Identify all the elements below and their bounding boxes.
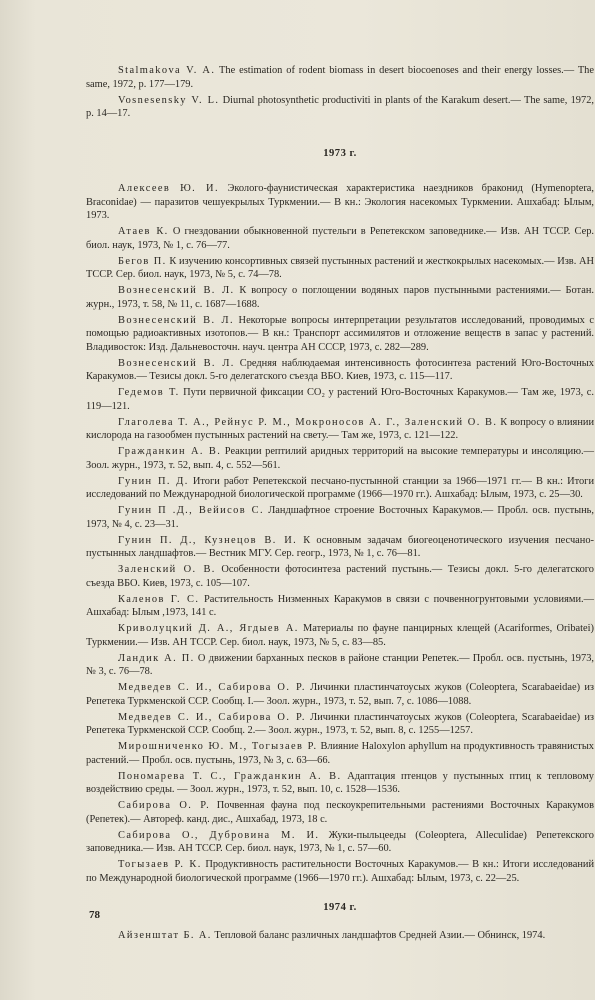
entry-author: Алексеев Ю. И.	[118, 183, 219, 194]
bibliography-entry	[86, 829, 594, 856]
entry-author: Вознесенский В. Л.	[118, 357, 235, 369]
entry-text: Растительность Низменных Каракумов в связи с почвенногрунтовыми условиями.— Ашхабад: Ылым ,1973, 141 с.	[86, 593, 594, 618]
entry-text: The estimation of rodent biomass in desert biocoenoses and their energy losses.— The same, 1972, p. 177—179.	[86, 65, 594, 90]
entry-author: Медведев С. И., Сабирова О. Р.	[118, 682, 306, 693]
entry-author: Гунин П .Д., Вейисов С.	[118, 505, 264, 516]
entry-author: Vosnesensky V. L.	[118, 94, 220, 106]
entry-author: Stalmakova V. A.	[118, 65, 216, 76]
bibliography-entry	[86, 652, 594, 679]
bibliography-entry	[86, 711, 594, 738]
entry-text: Средняя наблюдаемая интенсивность фотосинтеза растений Юго-Восточных Каракумов.— Тезисы докл. 5-го делегатского съезда ВБО. Киев, 1973, с. 115—117.	[86, 357, 594, 382]
entry-text: Влияние Haloxylon aphyllum на продуктивность травянистых растений.— Пробл. осв. пустынь, 1973, № 3, с. 63—66.	[86, 741, 594, 766]
entry-author: Атаев К.	[118, 226, 169, 237]
bibliography-entry	[86, 622, 594, 649]
entry-author: Каленов Г. С.	[118, 593, 200, 605]
bibliography-entry	[86, 445, 594, 472]
entry-text: К вопросу о влиянии кислорода на газообмен пустынных растений на свету.— Там же, 1973, с. 121—122.	[86, 416, 595, 441]
entry-author: Глаголева Т. А., Рейнус Р. М., Мокроносов А. Г., Заленский О. В.	[118, 416, 498, 428]
entry-author: Мирошниченко Ю. М., Тогызаев Р.	[118, 741, 318, 752]
entry-author: Тогызаев Р. К.	[118, 859, 202, 870]
entry-author: Медведев С. И., Сабирова О. Р.	[118, 711, 306, 723]
bibliography-entry	[86, 534, 594, 561]
entry-text: Продуктивность растительности Восточных Каракумов.— В кн.: Итоги исследований по Международной биологической программе (1966—1970 гг.). Ашхабад: Ылым, 1973, с. 22—25.	[86, 859, 595, 884]
entry-text: К вопросу о поглощении водяных паров пустынными растениями.— Ботан. журн., 1973, т. 58, № 11, с. 1687—1688.	[86, 285, 594, 310]
entry-text: Материалы по фауне панцирных клещей (Acariformes, Oribatei) Туркмении.— Изв. АН ТССР. Сер. биол. наук, 1973, № 5, с. 83—85.	[86, 623, 595, 648]
entry-author: Гунин П. Д., Кузнецов В. И.	[118, 534, 298, 546]
year-heading-1974: 1974 г.	[323, 902, 357, 913]
entries-1973	[86, 182, 594, 885]
bibliography-entry	[86, 681, 594, 708]
entry-text: Тепловой баланс различных ландшафтов Средней Азии.— Обнинск, 1974.	[211, 929, 546, 941]
bibliography-entry	[86, 225, 594, 252]
bibliography-entry	[86, 357, 594, 384]
entry-text: Жуки-пыльцееды (Coleoptera, Alleculidae) Репетекского заповедника.— Изв. АН ТССР. Сер. биол. наук, 1973, № 1, с. 57—60.	[86, 829, 594, 854]
entry-author: Вознесенский В. Л.	[118, 285, 235, 296]
entry-text: Особенности фотосинтеза растений пустынь.— Тезисы докл. 5-го делегатского съезда ВБО. Киев, 1973, с. 105—107.	[86, 564, 595, 589]
entry-text: К основным задачам биогеоценотического изучения песчано-пустынных ландшафтов.— Вестник МГУ. Сер. геогр., 1973, № 1, с. 76—81.	[86, 534, 595, 559]
bibliography-entry	[86, 929, 594, 943]
bibliography-entry	[86, 770, 594, 797]
entry-author: Гунин П. Д.	[118, 475, 189, 487]
bibliography-entry	[86, 593, 594, 620]
entry-text: Адаптация птенцов у пустынных птиц к тепловому воздействию среды. — Зоол. журн., 1973, т. 52, вып. 10, с. 1528—1536.	[86, 770, 594, 795]
entries-pre	[86, 64, 594, 121]
bibliography-entry	[86, 255, 594, 282]
entry-text: Пути первичной фиксации CO₂ у растений Юго-Восточных Каракумов.— Там же, 1973, с. 119—121.	[86, 387, 594, 412]
entry-text: Diurnal photosynthetic productiviti in plants of the Karakum desert.— The same, 1972, p. 14—17.	[86, 94, 594, 119]
bibliography-entry	[86, 504, 594, 531]
entry-author: Заленский О. В.	[118, 564, 216, 575]
bibliography-entry	[86, 416, 594, 443]
entry-text: Личинки пластинчатоусых жуков (Coleoptera, Scarabaeidae) из Репетека Туркменской ССР. Сообщ. 2.— Зоол. журн., 1973, т. 52, вып. 8, с. 1255—1257.	[86, 711, 594, 736]
entry-author: Сабирова О., Дубровина М. И.	[118, 829, 320, 841]
entry-text: К изучению консортивных связей пустынных растений и жесткокрылых насекомых.— Изв. АН ТССР. Сер. биол. наук, 1973, № 5, с. 74—78.	[86, 255, 594, 280]
entries-1974	[86, 929, 594, 943]
bibliography-entry	[86, 94, 594, 121]
entry-author: Гражданкин А. В.	[118, 446, 222, 457]
bibliography-entry	[86, 858, 594, 885]
entry-author: Криволуцкий Д. А., Ягдыев А.	[118, 623, 299, 634]
entry-text: Некоторые вопросы интерпретации результатов исследований, проводимых с помощью радиоактивных изотопов.— В кн.: Транспорт ассимилятов и отложение веществ в запас у растений. Владивосток: Изд. Дальневосточн. науч. центра АН СССР, 1973, с. 282—289.	[86, 314, 594, 353]
entry-text: Почвенная фауна под пескоукрепительными растениями Восточных Каракумов (Репетек).— Автореф. канд. дис., Ашхабад, 1973, 18 с.	[86, 800, 594, 825]
bibliography-entry	[86, 475, 594, 502]
entry-text: О движении барханных песков в районе станции Репетек.— Пробл. осв. пустынь, 1973, № 3, с. 76—78.	[86, 652, 594, 677]
entry-text: Реакции рептилий аридных территорий на высокие температуры и инсоляцию.— Зоол. журн., 1973, т. 52, вып. 4, с. 552—561.	[86, 446, 594, 471]
bibliography-entry	[86, 799, 594, 826]
entry-author: Сабирова О. Р.	[118, 800, 211, 811]
bibliography-entry	[86, 563, 594, 590]
bibliography-entry	[86, 386, 594, 413]
entry-author: Бегов П.	[118, 255, 167, 267]
entry-author: Гедемов Т.	[118, 387, 180, 398]
bibliography-entry	[86, 182, 594, 223]
bibliography	[86, 64, 594, 945]
entry-text: Личинки пластинчатоусых жуков (Coleoptera, Scarabaeidae) из Репетека Туркменской ССР. Сообщ. I.— Зоол. журн., 1973, т. 52, вып. 7, с. 1086—1088.	[86, 682, 594, 707]
bibliography-entry	[86, 64, 594, 91]
entry-author: Айзенштат Б. А.	[118, 929, 212, 941]
entry-author: Вознесенский В. Л.	[118, 314, 234, 326]
entry-author: Ландик А. П.	[118, 652, 195, 664]
year-heading-1973: 1973 г.	[323, 147, 357, 159]
bibliography-entry	[86, 284, 594, 311]
bibliography-entry	[86, 740, 594, 767]
entry-text: Ландшафтное строение Восточных Каракумов.— Пробл. осв. пустынь, 1973, № 4, с. 23—31.	[86, 505, 594, 530]
bibliography-entry	[86, 314, 594, 355]
entry-text: Эколого-фаунистическая характеристика наездников браконид (Hymenoptera, Braconidae) — паразитов чешуекрылых Туркмении.— В кн.: Экология насекомых Туркмении. Ашхабад: Ылым, 1973.	[86, 183, 594, 221]
page-number: 78	[89, 909, 100, 921]
entry-author: Пономарева Т. С., Гражданкин А. В.	[118, 770, 342, 782]
entry-text: О гнездовании обыкновенной пустельги в Репетекском заповеднике.— Изв. АН ТССР. Сер. биол. наук, 1973, № 1, с. 76—77.	[86, 226, 594, 251]
entry-text: Итоги работ Репетекской песчано-пустынной станции за 1966—1971 гг.— В кн.: Итоги исследований по Международной биологической программе (1966—1970 гг.). Ашхабад: Ылым, 1973, с. 25—30.	[86, 475, 595, 500]
